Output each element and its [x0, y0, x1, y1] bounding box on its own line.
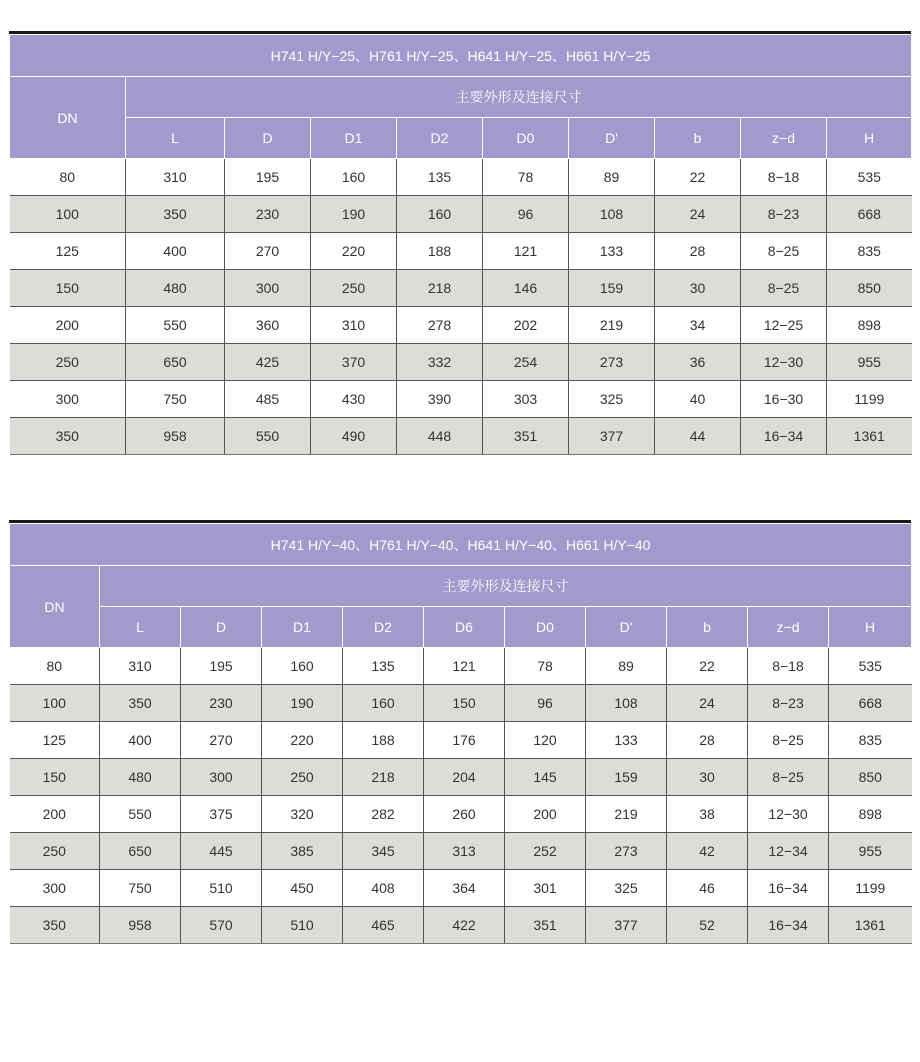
table-cell: 550 — [126, 307, 225, 344]
table-cell: 8−25 — [741, 233, 827, 270]
table-cell: 24 — [655, 196, 741, 233]
table-cell: 313 — [424, 833, 505, 870]
table-row — [10, 270, 912, 307]
table-cell: 300 — [225, 270, 311, 307]
column-header: b — [667, 607, 748, 648]
table-row — [10, 307, 912, 344]
table-cell: 219 — [586, 796, 667, 833]
table-row — [10, 196, 912, 233]
column-header: D — [225, 118, 311, 159]
column-header: D1 — [262, 607, 343, 648]
table-cell: 408 — [343, 870, 424, 907]
table-cell: 44 — [655, 418, 741, 455]
dimension-group-header: 主要外形及连接尺寸 — [100, 566, 912, 607]
table-cell: 250 — [262, 759, 343, 796]
column-header: D0 — [483, 118, 569, 159]
table-cell: 375 — [181, 796, 262, 833]
table-cell: 425 — [225, 344, 311, 381]
table-cell: 96 — [505, 685, 586, 722]
table-cell: 377 — [586, 907, 667, 944]
table-row — [10, 648, 912, 685]
dn-cell: 100 — [10, 196, 126, 233]
table-cell: 230 — [225, 196, 311, 233]
column-header: z−d — [748, 607, 829, 648]
table-cell: 204 — [424, 759, 505, 796]
table-cell: 16−34 — [748, 907, 829, 944]
model-title: H741 H/Y−40、H761 H/Y−40、H641 H/Y−40、H661 H/Y−40 — [10, 524, 912, 566]
table-cell: 133 — [569, 233, 655, 270]
table-cell: 8−25 — [748, 759, 829, 796]
dn-cell: 200 — [10, 307, 126, 344]
table-cell: 898 — [829, 796, 912, 833]
table-cell: 448 — [397, 418, 483, 455]
table-cell: 8−25 — [748, 722, 829, 759]
table-cell: 377 — [569, 418, 655, 455]
dn-cell: 150 — [10, 270, 126, 307]
table-cell: 202 — [483, 307, 569, 344]
table-cell: 190 — [262, 685, 343, 722]
table-cell: 465 — [343, 907, 424, 944]
table-body — [10, 159, 912, 455]
dn-cell: 250 — [10, 344, 126, 381]
table-cell: 160 — [262, 648, 343, 685]
table-cell: 260 — [424, 796, 505, 833]
table-cell: 364 — [424, 870, 505, 907]
dn-cell: 125 — [10, 233, 126, 270]
table-cell: 955 — [829, 833, 912, 870]
table-cell: 350 — [100, 685, 181, 722]
table-cell: 345 — [343, 833, 424, 870]
table-cell: 958 — [126, 418, 225, 455]
table-cell: 668 — [829, 685, 912, 722]
table-cell: 325 — [586, 870, 667, 907]
table-cell: 510 — [181, 870, 262, 907]
table-cell: 650 — [100, 833, 181, 870]
table-cell: 188 — [397, 233, 483, 270]
table-cell: 400 — [100, 722, 181, 759]
table-cell: 480 — [100, 759, 181, 796]
model-title: H741 H/Y−25、H761 H/Y−25、H641 H/Y−25、H661 H/Y−25 — [10, 35, 912, 77]
table-row — [10, 418, 912, 455]
table-cell: 400 — [126, 233, 225, 270]
table-cell: 430 — [311, 381, 397, 418]
table-cell: 550 — [100, 796, 181, 833]
table-cell: 252 — [505, 833, 586, 870]
table-cell: 535 — [827, 159, 912, 196]
column-header: z−d — [741, 118, 827, 159]
table-cell: 320 — [262, 796, 343, 833]
table-cell: 301 — [505, 870, 586, 907]
dn-cell: 200 — [10, 796, 100, 833]
column-header: D' — [569, 118, 655, 159]
table-cell: 1361 — [829, 907, 912, 944]
table-cell: 89 — [586, 648, 667, 685]
table-cell: 8−25 — [741, 270, 827, 307]
table-row — [10, 870, 912, 907]
spec-table-pn25-section — [9, 31, 911, 455]
table-cell: 218 — [343, 759, 424, 796]
column-header: D — [181, 607, 262, 648]
table-cell: 38 — [667, 796, 748, 833]
table-cell: 219 — [569, 307, 655, 344]
table-cell: 160 — [397, 196, 483, 233]
table-cell: 160 — [343, 685, 424, 722]
table-cell: 510 — [262, 907, 343, 944]
column-header: D2 — [343, 607, 424, 648]
table-cell: 133 — [586, 722, 667, 759]
table-cell: 195 — [181, 648, 262, 685]
table-cell: 108 — [586, 685, 667, 722]
table-cell: 1361 — [827, 418, 912, 455]
table-cell: 550 — [225, 418, 311, 455]
table-cell: 8−18 — [741, 159, 827, 196]
table-cell: 282 — [343, 796, 424, 833]
table-cell: 40 — [655, 381, 741, 418]
table-cell: 750 — [100, 870, 181, 907]
table-cell: 490 — [311, 418, 397, 455]
table-cell: 42 — [667, 833, 748, 870]
table-cell: 310 — [311, 307, 397, 344]
table-row — [10, 833, 912, 870]
table-cell: 422 — [424, 907, 505, 944]
table-cell: 310 — [126, 159, 225, 196]
table-cell: 270 — [225, 233, 311, 270]
table-cell: 30 — [655, 270, 741, 307]
dn-cell: 350 — [10, 418, 126, 455]
table-cell: 36 — [655, 344, 741, 381]
table-cell: 8−23 — [741, 196, 827, 233]
dn-cell: 100 — [10, 685, 100, 722]
table-cell: 12−34 — [748, 833, 829, 870]
table-cell: 300 — [181, 759, 262, 796]
table-cell: 195 — [225, 159, 311, 196]
table-row — [10, 344, 912, 381]
table-cell: 46 — [667, 870, 748, 907]
table-cell: 8−18 — [748, 648, 829, 685]
dn-header: DN — [10, 77, 126, 159]
table-cell: 310 — [100, 648, 181, 685]
table-cell: 955 — [827, 344, 912, 381]
dn-cell: 250 — [10, 833, 100, 870]
table-cell: 78 — [483, 159, 569, 196]
table-cell: 850 — [829, 759, 912, 796]
table-cell: 150 — [424, 685, 505, 722]
table-cell: 898 — [827, 307, 912, 344]
table-cell: 450 — [262, 870, 343, 907]
table-cell: 570 — [181, 907, 262, 944]
table-cell: 958 — [100, 907, 181, 944]
table-cell: 332 — [397, 344, 483, 381]
table-cell: 78 — [505, 648, 586, 685]
dn-cell: 300 — [10, 870, 100, 907]
table-cell: 121 — [424, 648, 505, 685]
table-row — [10, 759, 912, 796]
table-cell: 160 — [311, 159, 397, 196]
dn-cell: 350 — [10, 907, 100, 944]
table-row — [10, 381, 912, 418]
dn-cell: 150 — [10, 759, 100, 796]
table-cell: 28 — [655, 233, 741, 270]
table-cell: 360 — [225, 307, 311, 344]
table-cell: 120 — [505, 722, 586, 759]
table-cell: 835 — [827, 233, 912, 270]
table-cell: 108 — [569, 196, 655, 233]
table-cell: 52 — [667, 907, 748, 944]
table-cell: 278 — [397, 307, 483, 344]
column-header: H — [829, 607, 912, 648]
table-cell: 24 — [667, 685, 748, 722]
table-cell: 850 — [827, 270, 912, 307]
table-cell: 273 — [586, 833, 667, 870]
column-header: H — [827, 118, 912, 159]
dn-cell: 300 — [10, 381, 126, 418]
table-row — [10, 233, 912, 270]
table-cell: 351 — [505, 907, 586, 944]
table-cell: 30 — [667, 759, 748, 796]
column-header: L — [100, 607, 181, 648]
table-cell: 370 — [311, 344, 397, 381]
table-cell: 34 — [655, 307, 741, 344]
table-cell: 220 — [311, 233, 397, 270]
column-header: D0 — [505, 607, 586, 648]
table-cell: 135 — [397, 159, 483, 196]
dn-header: DN — [10, 566, 100, 648]
table-cell: 1199 — [827, 381, 912, 418]
table-cell: 535 — [829, 648, 912, 685]
table-cell: 750 — [126, 381, 225, 418]
table-cell: 190 — [311, 196, 397, 233]
table-row — [10, 722, 912, 759]
table-cell: 273 — [569, 344, 655, 381]
table-cell: 159 — [569, 270, 655, 307]
table-cell: 22 — [655, 159, 741, 196]
table-cell: 12−30 — [748, 796, 829, 833]
table-cell: 385 — [262, 833, 343, 870]
table-cell: 145 — [505, 759, 586, 796]
column-header: L — [126, 118, 225, 159]
table-cell: 445 — [181, 833, 262, 870]
table-body — [10, 648, 912, 944]
table-cell: 12−30 — [741, 344, 827, 381]
table-cell: 188 — [343, 722, 424, 759]
table-cell: 8−23 — [748, 685, 829, 722]
table-row — [10, 159, 912, 196]
dn-cell: 125 — [10, 722, 100, 759]
table-cell: 135 — [343, 648, 424, 685]
table-cell: 351 — [483, 418, 569, 455]
table-cell: 480 — [126, 270, 225, 307]
table-cell: 325 — [569, 381, 655, 418]
table-cell: 22 — [667, 648, 748, 685]
table-cell: 350 — [126, 196, 225, 233]
table-cell: 89 — [569, 159, 655, 196]
table-cell: 96 — [483, 196, 569, 233]
table-row — [10, 907, 912, 944]
dn-cell: 80 — [10, 159, 126, 196]
table-cell: 303 — [483, 381, 569, 418]
table-cell: 230 — [181, 685, 262, 722]
table-cell: 668 — [827, 196, 912, 233]
table-cell: 16−34 — [741, 418, 827, 455]
column-header: D1 — [311, 118, 397, 159]
table-cell: 218 — [397, 270, 483, 307]
table-cell: 650 — [126, 344, 225, 381]
table-cell: 254 — [483, 344, 569, 381]
table-cell: 485 — [225, 381, 311, 418]
table-cell: 121 — [483, 233, 569, 270]
spec-table-pn40-section — [9, 520, 911, 944]
spec-table-pn40 — [9, 523, 912, 944]
column-header: D' — [586, 607, 667, 648]
column-header: D2 — [397, 118, 483, 159]
table-cell: 176 — [424, 722, 505, 759]
table-cell: 12−25 — [741, 307, 827, 344]
dn-cell: 80 — [10, 648, 100, 685]
table-cell: 16−30 — [741, 381, 827, 418]
table-cell: 835 — [829, 722, 912, 759]
table-cell: 159 — [586, 759, 667, 796]
table-cell: 250 — [311, 270, 397, 307]
table-cell: 390 — [397, 381, 483, 418]
table-cell: 220 — [262, 722, 343, 759]
table-row — [10, 685, 912, 722]
table-cell: 28 — [667, 722, 748, 759]
column-header: b — [655, 118, 741, 159]
table-cell: 146 — [483, 270, 569, 307]
table-row — [10, 796, 912, 833]
table-cell: 200 — [505, 796, 586, 833]
dimension-group-header: 主要外形及连接尺寸 — [126, 77, 912, 118]
table-cell: 270 — [181, 722, 262, 759]
table-cell: 16−34 — [748, 870, 829, 907]
table-cell: 1199 — [829, 870, 912, 907]
spec-table-pn25 — [9, 34, 912, 455]
column-header: D6 — [424, 607, 505, 648]
